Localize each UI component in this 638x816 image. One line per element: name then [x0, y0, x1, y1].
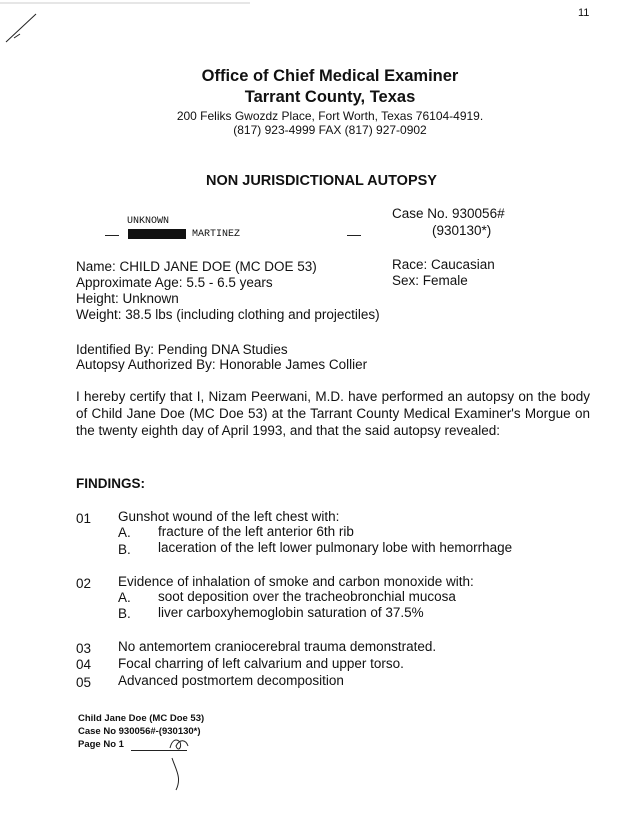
signature-line [131, 750, 187, 751]
subject-race: Race: Caucasian [392, 257, 495, 272]
subject-weight: Weight: 38.5 lbs (including clothing and projectiles) [76, 307, 380, 322]
office-title: Office of Chief Medical Examiner [201, 67, 459, 85]
subject-age: Approximate Age: 5.5 - 6.5 years [76, 275, 273, 290]
page-mark: 11 [578, 7, 590, 19]
case-number: Case No. 930056# [392, 206, 505, 221]
office-address: 200 Feliks Gwozdz Place, Fort Worth, Texas 76104-4919. [176, 109, 484, 123]
authorized-by: Autopsy Authorized By: Honorable James Collier [76, 357, 368, 372]
footer-case: Case No 930056#-(930130*) [78, 726, 201, 737]
document-title: NON JURISDICTIONAL AUTOPSY [206, 173, 437, 189]
stamp-line-right [347, 235, 361, 236]
finding-02b-letter: B. [118, 606, 131, 621]
finding-03-text: No antemortem craniocerebral trauma demonstrated. [118, 639, 437, 654]
finding-01a-text: fracture of the left anterior 6th rib [158, 524, 354, 539]
finding-05-num: 05 [76, 675, 92, 690]
finding-01b-text: laceration of the left lower pulmonary lobe with hemorrhage [158, 540, 513, 555]
identified-by: Identified By: Pending DNA Studies [76, 342, 288, 357]
finding-01b-letter: B. [118, 542, 131, 557]
finding-01-text: Gunshot wound of the left chest with: [118, 509, 340, 524]
finding-02a-text: soot deposition over the tracheobronchial mucosa [158, 589, 456, 604]
redacted-block [128, 229, 186, 239]
finding-02-text: Evidence of inhalation of smoke and carbon monoxide with: [118, 574, 474, 589]
finding-05-text: Advanced postmortem decomposition [118, 673, 344, 688]
finding-04-text: Focal charring of left calvarium and upper torso. [118, 656, 404, 671]
subject-height: Height: Unknown [76, 291, 179, 306]
finding-03-num: 03 [76, 641, 92, 656]
finding-01a-letter: A. [118, 525, 131, 540]
subject-name: Name: CHILD JANE DOE (MC DOE 53) [76, 259, 317, 274]
office-phone-fax: (817) 923-4999 FAX (817) 927-0902 [233, 123, 427, 137]
stamp-line-left [105, 235, 119, 236]
certification-paragraph: I hereby certify that I, Nizam Peerwani, M.D. have performed an autopsy on the body of Child Jane Doe (MC Doe 53) at the Tarrant County Medical Examiner's Morgue on the twenty eighth day of April 1993, and that the said autopsy revealed: [76, 389, 590, 438]
footer-page: Page No 1 [78, 739, 124, 750]
finding-04-num: 04 [76, 657, 92, 672]
finding-01-num: 01 [76, 511, 92, 526]
county-title: Tarrant County, Texas [244, 88, 416, 106]
subject-sex: Sex: Female [392, 273, 468, 288]
finding-02-num: 02 [76, 576, 92, 591]
case-number-alt: (930130*) [432, 223, 492, 238]
findings-heading: FINDINGS: [76, 476, 145, 491]
finding-02a-letter: A. [118, 590, 131, 605]
stamp-martinez: MARTINEZ [192, 229, 241, 240]
footer-name: Child Jane Doe (MC Doe 53) [78, 713, 205, 724]
stamp-unknown: UNKNOWN [127, 216, 170, 227]
finding-02b-text: liver carboxyhemoglobin saturation of 37.5% [158, 605, 424, 620]
